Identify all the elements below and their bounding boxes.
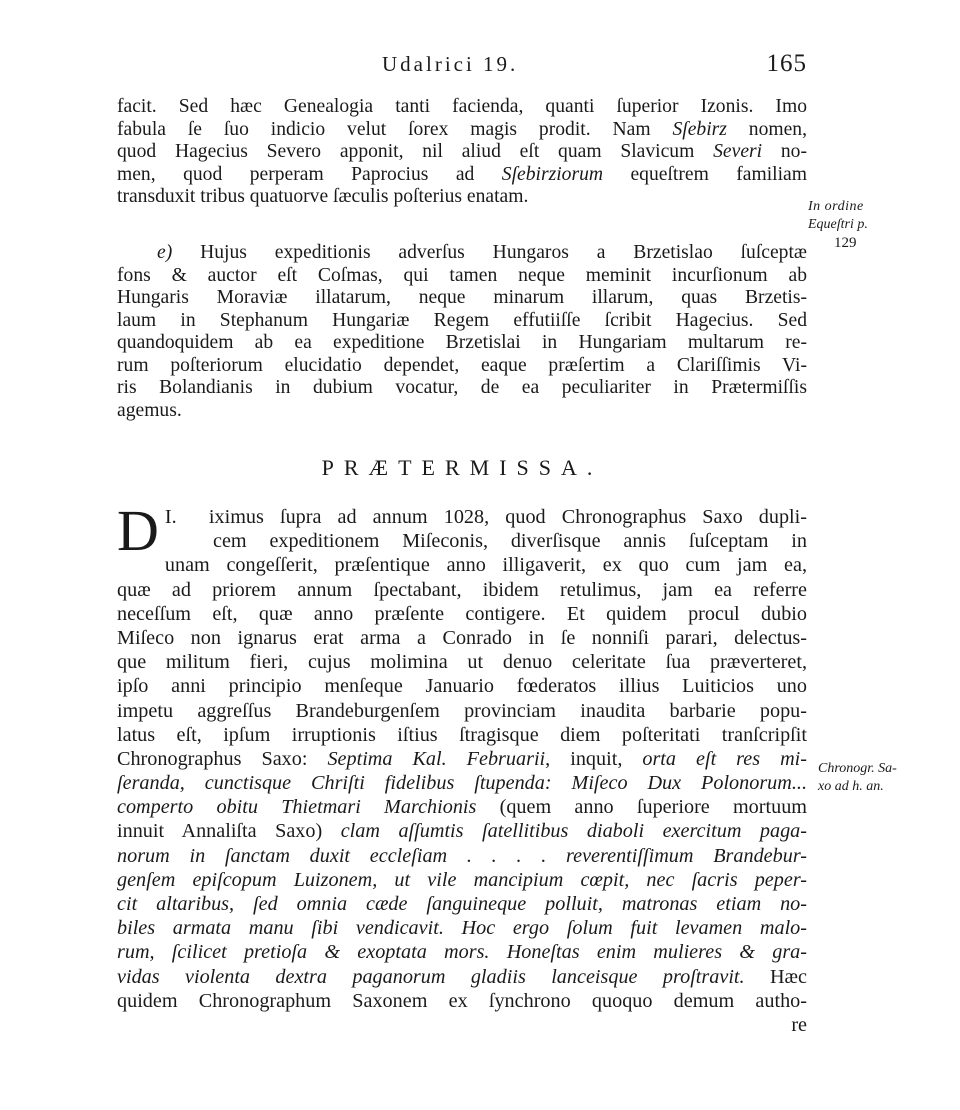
catchword: re (791, 1013, 807, 1036)
text-line: laum in Stephanum Hungariæ Regem effutiiſſe ſcribit Hagecius. Sed (117, 309, 807, 331)
text-line: latus eſt, ipſum irruptionis iſtius ſtragisque diem poſteritati tranſcripſit (117, 723, 807, 746)
text-line: men, quod perperam Paprocius ad Sſebirziorum equeſtrem familiam (117, 163, 807, 185)
text-line: Hungaris Moraviæ illatarum, neque minarum illarum, quas Brzetis- (117, 287, 807, 308)
text-line: e) Hujus expeditionis adverſus Hungaros a Brzetislao ſuſceptæ (157, 242, 807, 263)
text-line: fabula ſe ſuo indicio velut ſorex magis prodit. Nam Sſebirz nomen, (117, 118, 808, 140)
margin-note-chronographus-saxo (818, 760, 938, 796)
text-line: agemus. (117, 399, 182, 421)
paragraph-numeral: I. (164, 506, 177, 528)
running-title: Udalrici 19. (382, 52, 519, 76)
margin-note-line: Chronogr. Sa- (818, 761, 897, 776)
drop-capital: D (117, 498, 159, 563)
italic-run: vidas violenta dextra paganorum gladiis lanceisque proſtravit. (117, 965, 745, 988)
text-line (117, 940, 807, 964)
margin-note-line: Equeſtri p. (808, 217, 868, 232)
italic-run: genſem epiſcopum Luizonem, ut vile mancipium cœpit, nec ſacris peper- (117, 868, 807, 891)
italic-run: Septima Kal. Februarii (327, 747, 546, 770)
text-line: innuit Annaliſta Saxo) clam aſſumtis ſatellitibus diaboli exercitum paga- (117, 820, 808, 843)
page-header (117, 52, 807, 86)
margin-note-line: 129 (834, 235, 857, 251)
text-line: comperto obitu Thietmari Marchionis (quem anno ſuperiore mortuum (117, 796, 807, 819)
text-line: Miſeco non ignarus erat arma a Conrado in ſe nonniſi parari, delectus- (117, 626, 807, 649)
paragraph-genealogy (117, 96, 807, 209)
italic-run: orta eſt res mi- (642, 747, 807, 770)
text-line (117, 771, 807, 795)
italic-run: comperto obitu Thietmari Marchionis (117, 796, 477, 819)
italic-run: Sſebirziorum (501, 163, 604, 185)
margin-note-line: xo ad h. an. (818, 779, 884, 794)
text-line: unam congeſſerit, præſentique anno illigaverit, ex quo cum jam ea, (164, 554, 807, 577)
paragraph-footnote-e (117, 242, 807, 422)
italic-run: rum, ſcilicet pretioſa & exoptata mors. Honeſtas enim mulieres & gra- (117, 941, 807, 964)
paragraph-body-lines (117, 553, 807, 1013)
text-line: ipſo anni principio menſeque Januario fœderatos illius Luiticios uno (117, 675, 807, 698)
text-line: impetu aggreſſus Brandeburgenſem provinciam inaudita barbarie popu- (117, 699, 807, 722)
section-title: PRÆTERMISSA. (321, 455, 603, 480)
italic-run: biles armata manu ſibi vendicavit. Hoc ergo ſolum fuit levamen malo- (117, 917, 807, 940)
opening-lines (117, 498, 807, 563)
page-number: 165 (766, 50, 807, 77)
text-line: transduxit tribus quatuorve ſæculis poſterius enatam. (117, 186, 529, 207)
italic-run: Sſebirz (672, 118, 727, 140)
text-line: facit. Sed hæc Genealogia tanti facienda, quanti ſuperior Izonis. Imo (117, 96, 807, 117)
text-line: fons & auctor eſt Coſmas, qui tamen neque meminit incurſionum ab (117, 264, 807, 286)
text-line (117, 892, 807, 916)
line-content: iximus ſupra ad annum 1028, quod Chronographus Saxo dupli- (208, 506, 807, 528)
italic-run: e) (157, 242, 173, 263)
text-line: vidas violenta dextra paganorum gladiis lanceisque proſtravit. Hæc (117, 965, 807, 988)
text-line: que militum fieri, cujus molimina ut denuo celeritate ſua præverteret, (117, 651, 807, 674)
italic-run: clam aſſumtis ſatellitibus diaboli exercitum paga- (340, 820, 808, 843)
paragraph-praetermissa-1 (117, 498, 808, 1037)
text-line: quidem Chronographum Saxonem ex ſynchrono quoquo demum autho- (117, 989, 807, 1012)
text-line: quandoquidem ab ea expeditione Brzetislai in Hungariam multarum re- (117, 332, 807, 353)
italic-run: ſeranda, cunctisque Chriſti fidelibus ſtupenda: Miſeco Dux Polonorum... (117, 772, 807, 795)
catchword-line (117, 1013, 807, 1037)
italic-run: Severi (713, 141, 763, 162)
italic-run: cit altaribus, ſed omnia cæde ſanguineque polluit, matronas etiam no- (117, 893, 807, 915)
text-line: ris Bolandianis in dubium vocatur, de ea peculiariter in Prætermiſſis (117, 377, 807, 398)
margin-note-line: In ordine (808, 199, 864, 214)
text-line: rum poſteriorum elucidatio dependet, eaque præſertim a Clariſſimis Vi- (117, 354, 807, 376)
text-line (117, 916, 807, 940)
text-line (117, 844, 807, 868)
text-line (117, 868, 807, 892)
text-line: quæ ad priorem annum ſpectabant, ibidem retulimus, jam ea referre (117, 578, 807, 601)
italic-run: norum in ſanctam duxit eccleſiam . . . . reverentiſſimum Brandebur- (117, 844, 807, 867)
text-line: neceſſum eſt, quæ anno præſente contigere. Et quidem procul dubio (117, 602, 807, 625)
text-line: Chronographus Saxo: Septima Kal. Februarii, inquit, orta eſt res mi- (117, 747, 807, 770)
margin-note-ordine-equestri (808, 198, 908, 252)
line-content: cem expeditionem Miſeconis, diverſisque annis ſuſceptam in (213, 530, 807, 553)
text-line (117, 529, 807, 553)
text-line: quod Hagecius Severo apponit, nil aliud eſt quam Slavicum Severi no- (117, 141, 807, 162)
